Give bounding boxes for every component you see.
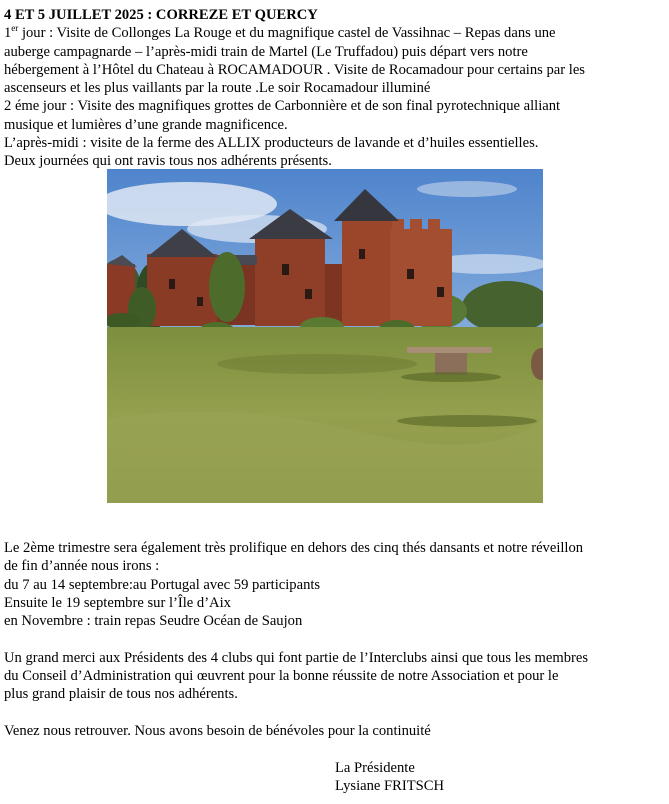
day1-sup: er — [11, 23, 19, 34]
thanks-line2: du Conseil d’Administration qui œuvrent pour la bonne réussite de notre Association et pour le — [4, 668, 559, 685]
signature-name: Lysiane FRITSCH — [335, 778, 445, 795]
trip-aix: Ensuite le 19 septembre sur l’Île d’Aix — [4, 594, 231, 611]
day1-prefix: 1 — [4, 25, 12, 42]
trip-report — [4, 6, 666, 171]
day2-line1: 2 éme jour : Visite des magnifiques grottes de Carbonnière et de son final pyrotechnique alliant — [4, 98, 561, 115]
trip-saujon: en Novembre : train repas Seudre Océan de Saujon — [4, 613, 303, 630]
afternoon-visit: L’après-midi : visite de la ferme des ALLIX producteurs de lavande et d’huiles essentielles. — [4, 135, 539, 152]
day1-text: jour : Visite de Collonges La Rouge et du magnifique castel de Vassihnac – Repas dans une — [18, 25, 556, 42]
day2-line2: musique et lumières d’une grande magnificence. — [4, 116, 288, 133]
day1-line2: auberge campagnarde – l’après-midi train de Martel (Le Truffadou) puis départ vers notre — [4, 43, 528, 60]
trip-summary: Deux journées qui ont ravis tous nos adhérents présents. — [4, 153, 332, 170]
castle-photo — [107, 169, 543, 503]
day1-line3: hébergement à l’Hôtel du Chateau à ROCAMADOUR . Visite de Rocamadour pour certains par les — [4, 61, 585, 78]
trip-portugal: du 7 au 14 septembre:au Portugal avec 59 participants — [4, 576, 321, 593]
day1-line1 — [4, 24, 666, 42]
trimester-line2: de fin d’année nous irons : — [4, 558, 160, 575]
thanks-line1: Un grand merci aux Présidents des 4 clubs qui font partie de l’Interclubs ainsi que tous les membres — [4, 649, 589, 666]
news-section — [4, 539, 666, 740]
thanks-line3: plus grand plaisir de tous nos adhérents. — [4, 686, 238, 703]
trip-title: 4 ET 5 JUILLET 2025 : CORREZE ET QUERCY — [4, 7, 318, 23]
trimester-line1: Le 2ème trimestre sera également très prolifique en dehors des cinq thés dansants et notre réveillon — [4, 540, 584, 556]
volunteers-call: Venez nous retrouver. Nous avons besoin de bénévoles pour la continuité — [4, 722, 431, 739]
signature-role: La Présidente — [335, 760, 415, 776]
day1-line4: ascenseurs et les plus vaillants par la route .Le soir Rocamadour illuminé — [4, 80, 431, 97]
signature-block — [335, 759, 444, 796]
